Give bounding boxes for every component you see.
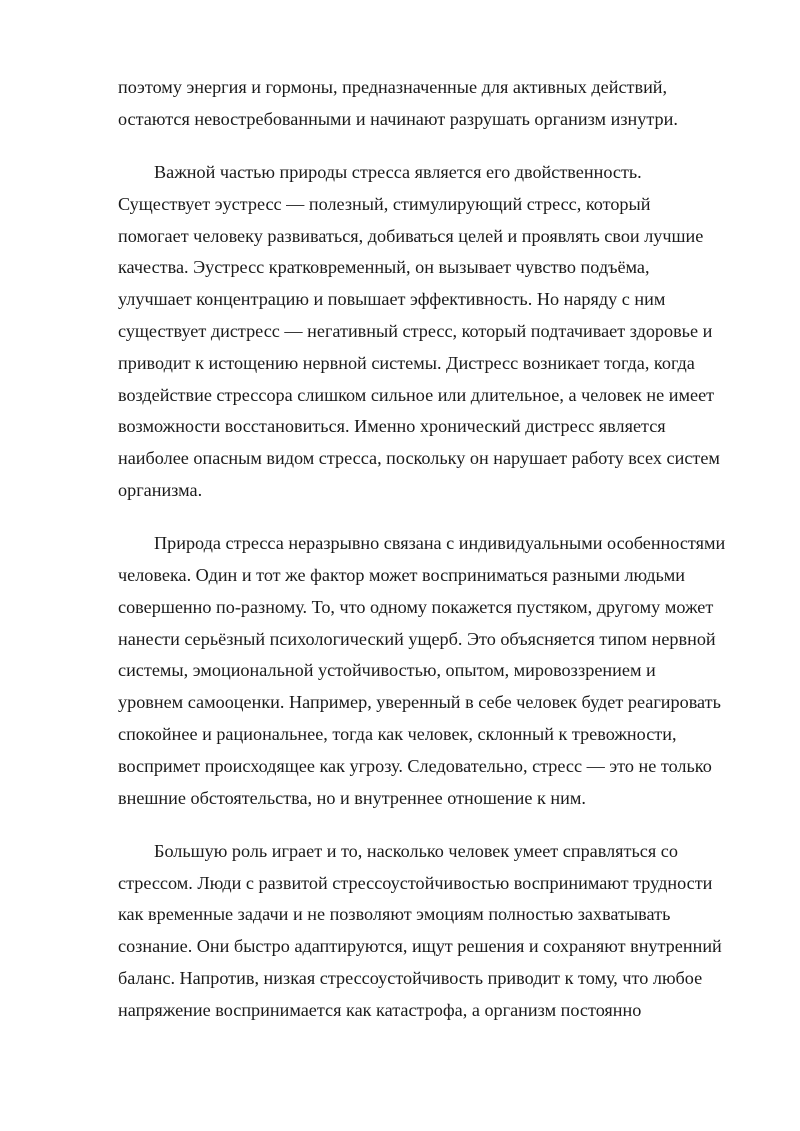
paragraph-line: помогает человеку развиваться, добиваться целей и проявлять свои лучшие — [118, 225, 704, 246]
paragraph-line: улучшает концентрацию и повышает эффективность. Но наряду с ним — [118, 289, 666, 310]
paragraph-line: наиболее опасным видом стресса, поскольку он нарушает работу всех систем — [118, 448, 720, 469]
paragraph-line: Важной частью природы стресса является его двойственность. — [154, 161, 642, 182]
paragraph-line: воспримет происходящее как угрозу. Следовательно, стресс — это не только — [118, 755, 712, 776]
paragraph-line: организма. — [118, 479, 203, 500]
paragraph-line: сознание. Они быстро адаптируются, ищут решения и сохраняют внутренний — [118, 936, 722, 957]
paragraph-stress-resilience — [118, 836, 744, 1027]
paragraph-individual-differences — [118, 528, 744, 814]
paragraph-line: воздействие стрессора слишком сильное или длительное, а человек не имеет — [118, 384, 715, 405]
paragraph-line: возможности восстановиться. Именно хронический дистресс является — [118, 416, 666, 437]
paragraph-line: системы, эмоциональной устойчивостью, опытом, мировоззрением и — [118, 660, 656, 681]
paragraph-line: уровнем самооценки. Например, уверенный в себе человек будет реагировать — [118, 692, 721, 713]
paragraph-line: стрессом. Люди с развитой стрессоустойчивостью воспринимают трудности — [118, 872, 713, 893]
paragraph-line: как временные задачи и не позволяют эмоциям полностью захватывать — [118, 904, 671, 925]
paragraph-continuation — [118, 72, 744, 136]
document-body — [118, 72, 744, 1026]
paragraph-line: качества. Эустресс кратковременный, он вызывает чувство подъёма, — [118, 257, 650, 278]
paragraph-line: остаются невостребованными и начинают разрушать организм изнутри. — [118, 108, 678, 129]
paragraph-line: напряжение воспринимается как катастрофа, а организм постоянно — [118, 999, 642, 1020]
paragraph-line: Существует эустресс — полезный, стимулирующий стресс, который — [118, 193, 651, 214]
paragraph-line: баланс. Напротив, низкая стрессоустойчивость приводит к тому, что любое — [118, 967, 703, 988]
paragraph-line: человека. Один и тот же фактор может восприниматься разными людьми — [118, 564, 685, 585]
paragraph-line: внешние обстоятельства, но и внутреннее отношение к ним. — [118, 787, 586, 808]
paragraph-line: нанести серьёзный психологический ущерб. Это объясняется типом нервной — [118, 628, 716, 649]
paragraph-line: поэтому энергия и гормоны, предназначенные для активных действий, — [118, 77, 668, 97]
paragraph-line: существует дистресс — негативный стресс, который подтачивает здоровье и — [118, 320, 713, 341]
paragraph-line: Большую роль играет и то, насколько человек умеет справляться со — [154, 840, 678, 861]
paragraph-line: Природа стресса неразрывно связана с индивидуальными особенностями — [154, 533, 726, 554]
paragraph-line: спокойнее и рациональнее, тогда как человек, склонный к тревожности, — [118, 723, 677, 744]
paragraph-line: совершенно по-разному. То, что одному покажется пустяком, другому может — [118, 596, 714, 617]
paragraph-line: приводит к истощению нервной системы. Дистресс возникает тогда, когда — [118, 352, 695, 373]
paragraph-stress-duality — [118, 157, 744, 507]
